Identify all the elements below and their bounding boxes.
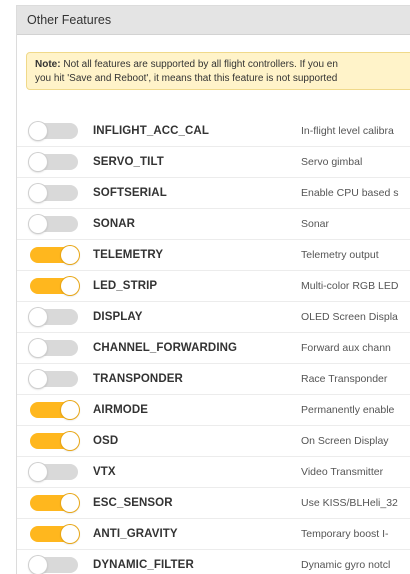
feature-name: ANTI_GRAVITY [93, 528, 178, 540]
panel-title: Other Features [27, 13, 112, 27]
feature-toggle[interactable] [30, 185, 78, 201]
feature-row [17, 457, 410, 488]
feature-row [17, 426, 410, 457]
features-list [17, 116, 410, 574]
feature-toggle[interactable] [30, 278, 78, 294]
feature-row [17, 178, 410, 209]
note-box [26, 52, 410, 90]
feature-name: SONAR [93, 218, 136, 230]
feature-name: CHANNEL_FORWARDING [93, 342, 238, 354]
toggle-knob [29, 463, 47, 481]
feature-description: OLED Screen Displa [301, 311, 398, 323]
feature-row [17, 209, 410, 240]
feature-description: Enable CPU based s [301, 187, 399, 199]
feature-description: On Screen Display [301, 435, 389, 447]
feature-description: Temporary boost I- [301, 528, 389, 540]
feature-name: VTX [93, 466, 116, 478]
feature-name: DISPLAY [93, 311, 143, 323]
feature-name: ESC_SENSOR [93, 497, 173, 509]
toggle-knob [29, 184, 47, 202]
toggle-knob [29, 556, 47, 574]
feature-toggle[interactable] [30, 154, 78, 170]
feature-name: SERVO_TILT [93, 156, 164, 168]
feature-name: TELEMETRY [93, 249, 164, 261]
feature-toggle[interactable] [30, 123, 78, 139]
feature-row [17, 488, 410, 519]
toggle-knob [29, 339, 47, 357]
feature-toggle[interactable] [30, 216, 78, 232]
toggle-knob [61, 525, 79, 543]
feature-toggle[interactable] [30, 340, 78, 356]
feature-toggle[interactable] [30, 557, 78, 573]
toggle-knob [29, 153, 47, 171]
toggle-knob [61, 277, 79, 295]
feature-row [17, 271, 410, 302]
other-features-panel [16, 5, 410, 574]
toggle-knob [61, 494, 79, 512]
feature-toggle[interactable] [30, 247, 78, 263]
toggle-knob [61, 432, 79, 450]
feature-description: Servo gimbal [301, 156, 363, 168]
toggle-knob [61, 401, 79, 419]
feature-toggle[interactable] [30, 371, 78, 387]
feature-name: TRANSPONDER [93, 373, 183, 385]
feature-toggle[interactable] [30, 433, 78, 449]
feature-description: Forward aux chann [301, 342, 391, 354]
feature-row [17, 147, 410, 178]
toggle-knob [29, 122, 47, 140]
feature-description: Dynamic gyro notcl [301, 559, 391, 571]
feature-name: SOFTSERIAL [93, 187, 167, 199]
feature-name: AIRMODE [93, 404, 149, 416]
feature-name: OSD [93, 435, 119, 447]
feature-name: DYNAMIC_FILTER [93, 559, 194, 571]
toggle-knob [61, 246, 79, 264]
feature-name: INFLIGHT_ACC_CAL [93, 125, 209, 137]
feature-row [17, 550, 410, 574]
feature-toggle[interactable] [30, 402, 78, 418]
note-text-1: Not all features are supported by all flight controllers. If you en [60, 59, 338, 70]
feature-row [17, 240, 410, 271]
feature-name: LED_STRIP [93, 280, 158, 292]
feature-description: Multi-color RGB LED [301, 280, 399, 292]
toggle-knob [29, 370, 47, 388]
feature-row [17, 395, 410, 426]
feature-description: Permanently enable [301, 404, 395, 416]
note-line-1 [35, 58, 410, 72]
feature-toggle[interactable] [30, 526, 78, 542]
feature-description: Sonar [301, 218, 330, 230]
feature-row [17, 302, 410, 333]
feature-description: Race Transponder [301, 373, 388, 385]
feature-row [17, 116, 410, 147]
feature-row [17, 364, 410, 395]
feature-toggle[interactable] [30, 309, 78, 325]
note-text-2: you hit 'Save and Reboot', it means that this feature is not supported [35, 73, 338, 84]
feature-description: Video Transmitter [301, 466, 384, 478]
feature-row [17, 333, 410, 364]
feature-description: Use KISS/BLHeli_32 [301, 497, 398, 509]
toggle-knob [29, 308, 47, 326]
feature-toggle[interactable] [30, 495, 78, 511]
toggle-knob [29, 215, 47, 233]
panel-header [17, 6, 410, 35]
feature-description: In-flight level calibra [301, 125, 394, 137]
feature-description: Telemetry output [301, 249, 379, 261]
feature-row [17, 519, 410, 550]
note-label: Note: [35, 59, 61, 70]
feature-toggle[interactable] [30, 464, 78, 480]
